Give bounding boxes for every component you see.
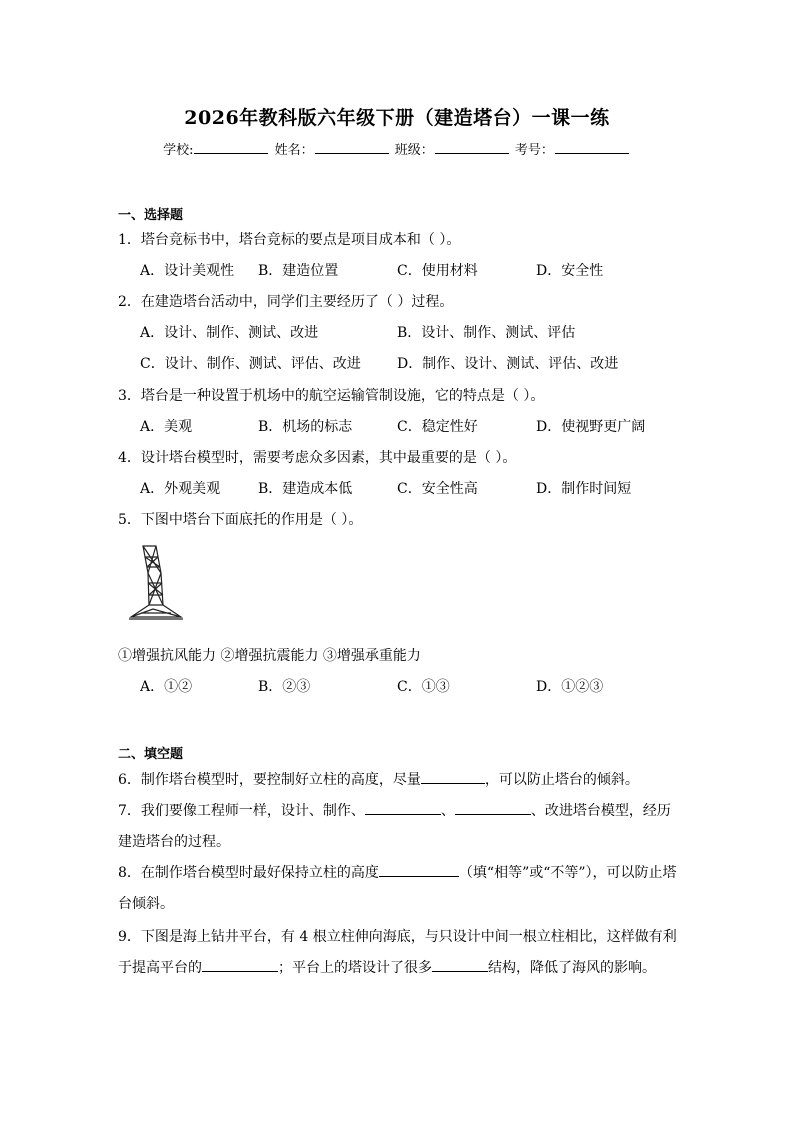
option-c[interactable]: C．①③ [397, 679, 450, 695]
question-7-text-before: 7．我们要像工程师一样，设计、制作、 [118, 803, 365, 819]
question-7-text-after: 、改进塔台模型，经历 [530, 803, 671, 819]
section-heading-choice: 一、选择题 [118, 208, 184, 223]
question-9-line-1: 9．下图是海上钻井平台，有 4 根立柱伸向海底，与只设计中间一根立柱相比，这样做有利 [118, 929, 677, 945]
question-5-stem: 5．下图中塔台下面底托的作用是（ ）。 [118, 512, 363, 528]
option-c[interactable]: C．安全性高 [397, 481, 478, 497]
option-d[interactable]: D．使视野更广阔 [536, 419, 646, 435]
page-title: 2026年教科版六年级下册（建造塔台）一课一练 [184, 107, 610, 129]
option-a[interactable]: A．外观美观 [140, 481, 221, 497]
question-9-text-after: 结构，降低了海风的影响。 [488, 960, 656, 976]
answer-blank[interactable] [365, 800, 441, 815]
answer-blank[interactable] [421, 769, 485, 784]
question-1-options [140, 260, 700, 280]
question-4-stem: 4．设计塔台模型时，需要考虑众多因素，其中最重要的是（ ）。 [118, 450, 517, 466]
option-d[interactable]: D．安全性 [536, 263, 604, 279]
question-5-statements: ①增强抗风能力 ②增强抗震能力 ③增强承重能力 [118, 648, 421, 664]
question-2-options-row1 [140, 322, 700, 342]
answer-blank[interactable] [455, 800, 531, 815]
school-label: 学校: [163, 143, 194, 158]
class-label: 班级： [394, 143, 434, 158]
option-b[interactable]: B．②③ [258, 679, 311, 695]
school-blank[interactable] [194, 141, 268, 154]
tower-model-image [125, 543, 187, 623]
option-a[interactable]: A．设计、制作、测试、改进 [140, 325, 319, 341]
question-6-text-after: ，可以防止塔台的倾斜。 [484, 772, 639, 788]
question-6-text-before: 6．制作塔台模型时，要控制好立柱的高度，尽量 [118, 772, 421, 788]
answer-blank[interactable] [202, 957, 278, 972]
option-c[interactable]: C．使用材料 [397, 263, 478, 279]
question-5-options [140, 676, 700, 696]
option-d[interactable]: D．①②③ [536, 679, 604, 695]
question-2-options-row2 [140, 353, 700, 373]
question-3-stem: 3．塔台是一种设置于机场中的航空运输管制设施，它的特点是（ ）。 [118, 388, 545, 404]
option-c[interactable]: C．稳定性好 [397, 419, 478, 435]
answer-blank[interactable] [379, 862, 459, 877]
question-7 [118, 800, 671, 820]
student-info-line [0, 139, 794, 158]
option-b[interactable]: B．建造成本低 [258, 481, 353, 497]
option-c[interactable]: C．设计、制作、测试、评估、改进 [140, 356, 361, 372]
option-a[interactable]: A．设计美观性 [140, 263, 235, 279]
question-8-text-after: （填“相等”或“不等”），可以防止塔 [458, 865, 677, 881]
question-2-stem: 2．在建造塔台活动中，同学们主要经历了（ ）过程。 [118, 294, 454, 310]
question-8-text-before: 8．在制作塔台模型时最好保持立柱的高度 [118, 865, 379, 881]
option-d[interactable]: D．制作时间短 [536, 481, 632, 497]
exam-no-label: 考号： [514, 143, 554, 158]
name-label: 姓名： [274, 143, 314, 158]
name-blank[interactable] [315, 141, 389, 154]
exam-no-blank[interactable] [555, 141, 629, 154]
question-3-options [140, 416, 700, 436]
question-8 [118, 862, 677, 882]
option-a[interactable]: A．美观 [140, 419, 193, 435]
answer-blank[interactable] [432, 957, 488, 972]
question-6 [118, 769, 639, 789]
question-7-line-2: 建造塔台的过程。 [118, 834, 230, 850]
question-1-stem: 1．塔台竞标书中，塔台竞标的要点是项目成本和（ ）。 [118, 232, 461, 248]
question-9-line-2 [118, 957, 656, 977]
section-heading-fill-in: 二、填空题 [118, 747, 184, 762]
question-7-text-mid: 、 [440, 803, 455, 819]
option-d[interactable]: D．制作、设计、测试、评估、改进 [397, 356, 619, 372]
class-blank[interactable] [435, 141, 509, 154]
option-a[interactable]: A．①② [140, 679, 193, 695]
question-9-text-before: 于提高平台的 [118, 960, 202, 976]
question-8-line-2: 台倾斜。 [118, 896, 174, 912]
option-b[interactable]: B．机场的标志 [258, 419, 353, 435]
question-4-options [140, 478, 700, 498]
option-b[interactable]: B．设计、制作、测试、评估 [397, 325, 576, 341]
question-9-text-mid: ；平台上的塔设计了很多 [278, 960, 432, 976]
option-b[interactable]: B．建造位置 [258, 263, 339, 279]
